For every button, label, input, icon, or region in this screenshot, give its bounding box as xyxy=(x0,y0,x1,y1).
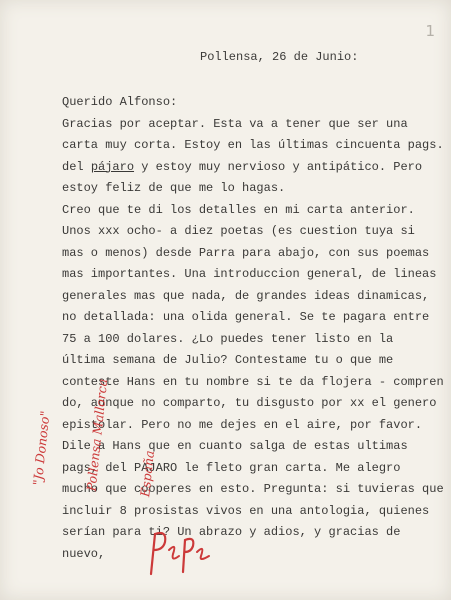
letter-line-head: del xyxy=(62,159,91,174)
letter-line: mas importantes. Una introduccion general, de lineas xyxy=(62,267,437,281)
letter-line: carta muy corta. Estoy en las últimas cincuenta pags. xyxy=(62,138,444,152)
handwritten-annotation xyxy=(0,252,157,498)
letter-line: serían para ti? Un abrazo y adios, y gracias de xyxy=(62,525,401,539)
letter-line: conteste Hans en tu nombre si te da flojera - compren xyxy=(62,374,444,389)
letter-line: Gracias por aceptar. Esta va a tener que ser una xyxy=(62,116,408,131)
letter-line: epistolar. Pero no me dejes en el aire, por favor. xyxy=(62,417,423,432)
annotation-line: Pollensa Mallorca xyxy=(83,378,111,492)
letter-line: Dile a Hans que en cuanto salga de estas ultimas xyxy=(62,439,408,453)
letter-line: mas o menos) desde Parra para abajo, con sus poemas xyxy=(62,245,430,260)
letter-line: nuevo, xyxy=(62,546,106,561)
letter-line-tail: y estoy muy nervioso y antipático. Pero xyxy=(134,159,423,174)
letter-line: 75 a 100 dolares. ¿Lo puedes tener listo en la xyxy=(62,331,394,346)
handwritten-signature xyxy=(145,528,215,576)
letter-line: no detallada: una olida general. Se te pagara entre xyxy=(62,310,430,324)
dateline: Pollensa, 26 de Junio: xyxy=(200,50,359,64)
letter-line: Unos xxx ocho- a diez poetas (es cuestion tuya si xyxy=(62,224,415,238)
letter-line: do, aunque no comparto, tu disgusto por xx el genero xyxy=(62,396,437,410)
letter-line: última semana de Julio? Contestame tu o que me xyxy=(62,353,394,367)
letter-line: Creo que te di los detalles en mi carta anterior. xyxy=(62,202,415,217)
annotation-line: España xyxy=(137,449,157,498)
letter-line: generales mas que nada, de grandes ideas dinamicas, xyxy=(62,288,430,303)
annotation-line: "Jo Donoso" xyxy=(29,409,53,487)
letter-line: mucho que cooperes en esto. Pregunta: si tuvieras que xyxy=(62,482,444,496)
letter-line: pags, del PAJARO le fleto gran carta. Me alegro xyxy=(62,460,401,475)
underlined-title: pájaro xyxy=(90,159,135,174)
letter-line: incluir 8 prosistas vivos en una antologia, quienes xyxy=(62,503,430,518)
page-number: 1 xyxy=(425,22,435,40)
letter-line: estoy feliz de que me lo hagas. xyxy=(62,181,286,195)
salutation: Querido Alfonso: xyxy=(62,95,178,109)
letter-line xyxy=(62,157,434,179)
